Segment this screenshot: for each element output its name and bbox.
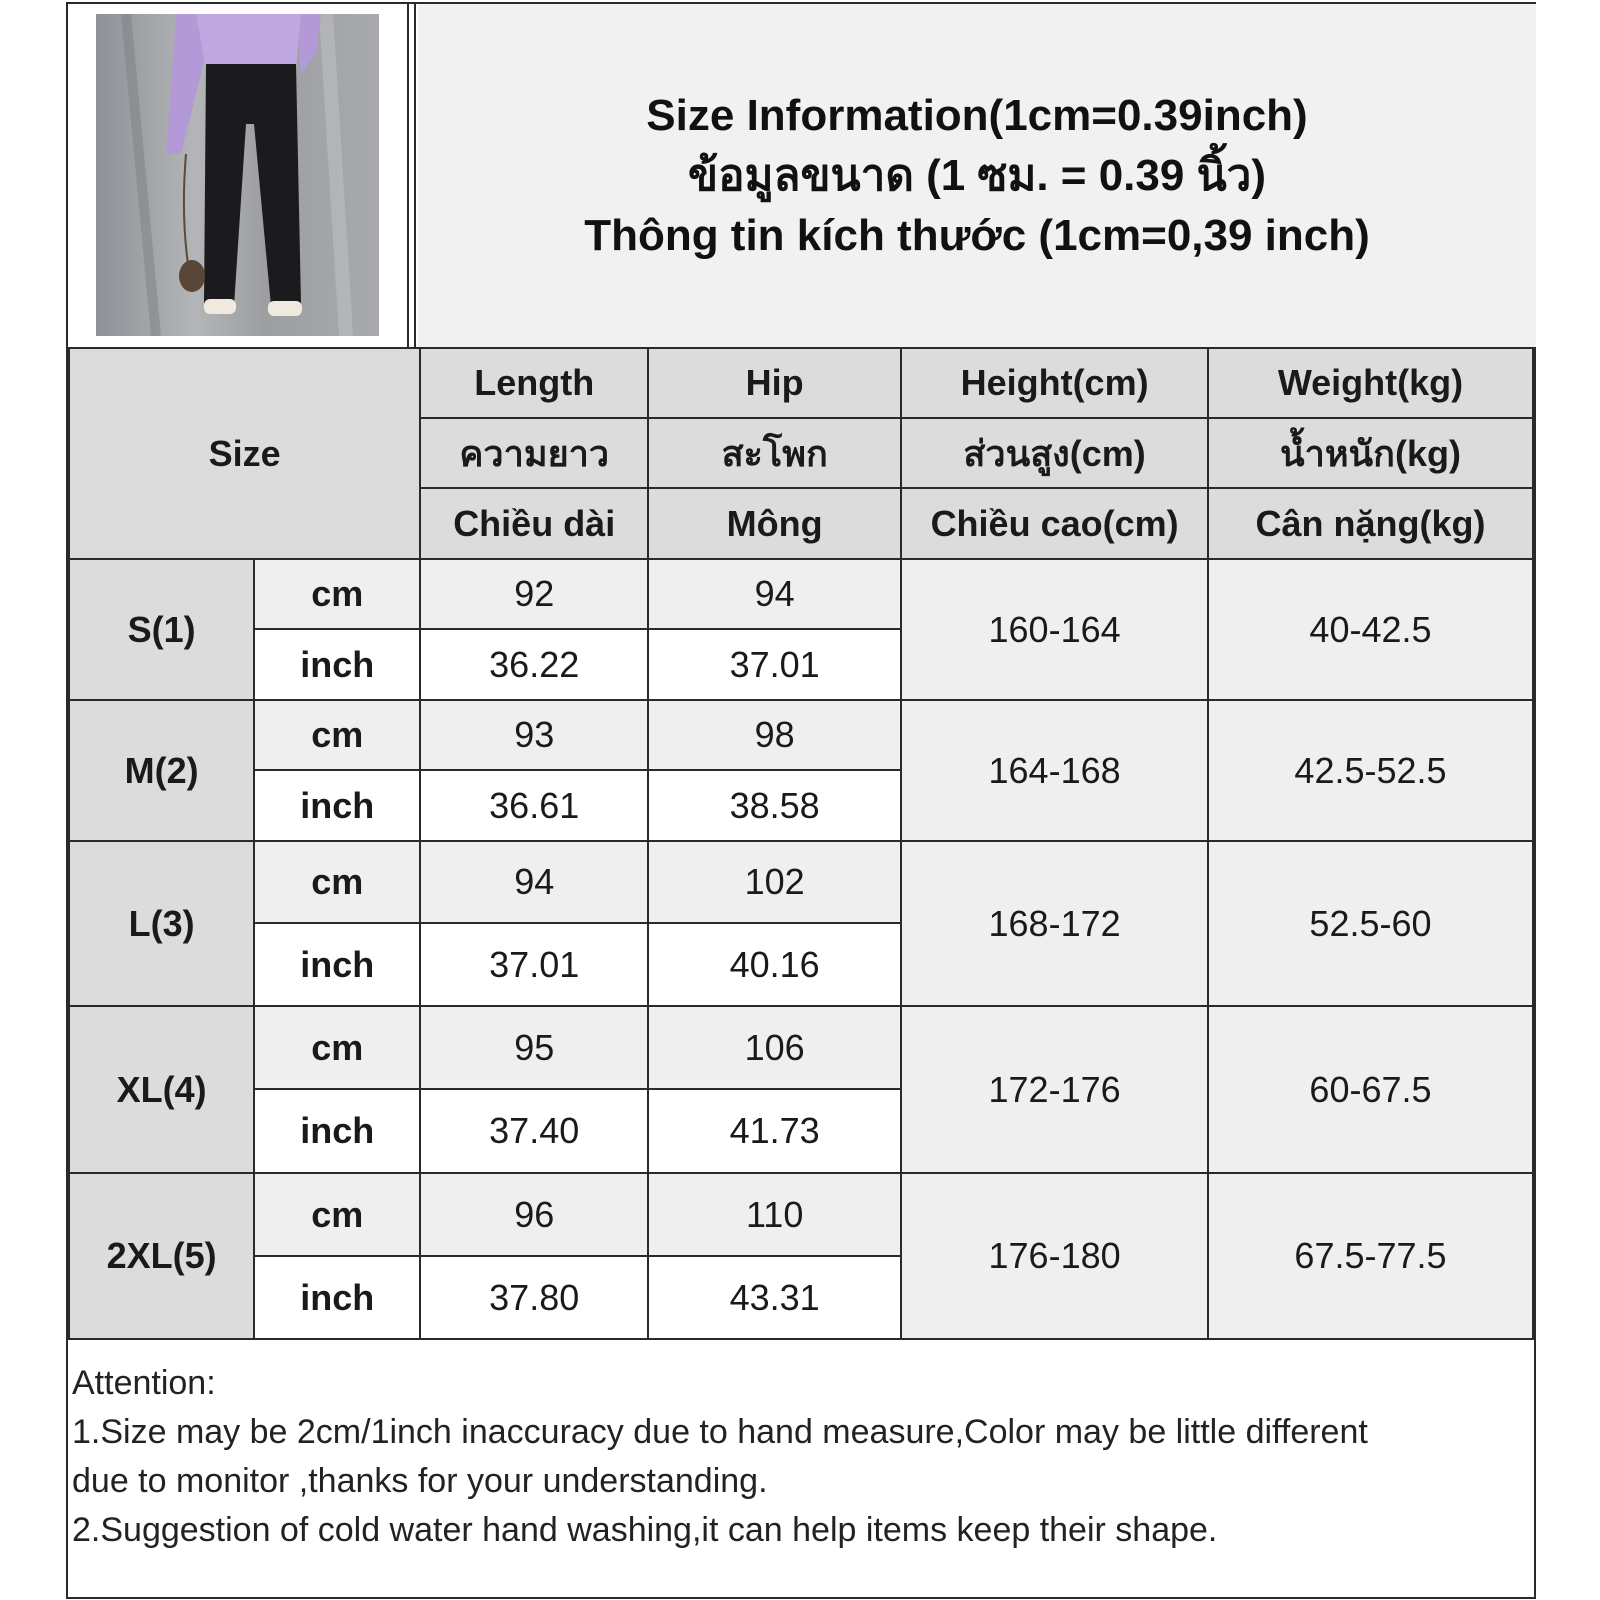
unit-inch: inch [254,923,420,1006]
header-weight-vi: Cân nặng(kg) [1208,488,1533,559]
header-hip-th: สะโพก [648,418,901,488]
length-cm: 95 [420,1006,648,1089]
length-inch: 37.01 [420,923,648,1006]
weight-range: 67.5-77.5 [1208,1173,1533,1339]
length-inch: 36.22 [420,629,648,700]
table-row [69,841,1533,923]
size-header: Size [69,348,420,559]
photo-divider [407,4,409,347]
title-thai: ข้อมูลขนาด (1 ซม. = 0.39 นิ้ว) [687,150,1266,200]
hip-inch: 41.73 [648,1089,901,1173]
header-height-th: ส่วนสูง(cm) [901,418,1208,488]
weight-range: 60-67.5 [1208,1006,1533,1173]
unit-cm: cm [254,700,420,770]
size-table [68,347,1534,1340]
header-length-th: ความยาว [420,418,648,488]
attention-notes [72,1359,1532,1555]
header-weight-th: น้ำหนัก(kg) [1208,418,1533,488]
header-height-en: Height(cm) [901,348,1208,418]
length-inch: 37.80 [420,1256,648,1339]
size-label: XL(4) [69,1006,254,1173]
header-height-vi: Chiều cao(cm) [901,488,1208,559]
hip-inch: 40.16 [648,923,901,1006]
unit-cm: cm [254,1173,420,1256]
header-length-vi: Chiều dài [420,488,648,559]
unit-inch: inch [254,1089,420,1173]
note-line-3: 2.Suggestion of cold water hand washing,it can help items keep their shape. [72,1511,1218,1549]
header-length-en: Length [420,348,648,418]
header-hip-vi: Mông [648,488,901,559]
length-inch: 37.40 [420,1089,648,1173]
size-label: L(3) [69,841,254,1006]
note-line-2: due to monitor ,thanks for your understanding. [72,1462,768,1500]
table-row [69,559,1533,629]
size-chart [66,2,1536,1599]
hip-inch: 37.01 [648,629,901,700]
unit-cm: cm [254,559,420,629]
unit-cm: cm [254,841,420,923]
table-row [69,1006,1533,1089]
unit-inch: inch [254,770,420,841]
length-inch: 36.61 [420,770,648,841]
title-vietnamese: Thông tin kích thước (1cm=0,39 inch) [584,210,1370,260]
size-label: M(2) [69,700,254,841]
length-cm: 96 [420,1173,648,1256]
height-range: 176-180 [901,1173,1208,1339]
size-information-title [418,4,1536,347]
title-english: Size Information(1cm=0.39inch) [646,90,1308,140]
table-row [69,1173,1533,1256]
height-range: 168-172 [901,841,1208,1006]
header-weight-en: Weight(kg) [1208,348,1533,418]
size-label: 2XL(5) [69,1173,254,1339]
height-range: 172-176 [901,1006,1208,1173]
header-hip-en: Hip [648,348,901,418]
length-cm: 92 [420,559,648,629]
notes-heading: Attention: [72,1364,216,1402]
height-range: 164-168 [901,700,1208,841]
unit-cm: cm [254,1006,420,1089]
weight-range: 40-42.5 [1208,559,1533,700]
photo-divider-inner [414,4,416,347]
product-photo [96,14,379,336]
hip-cm: 110 [648,1173,901,1256]
hip-cm: 94 [648,559,901,629]
weight-range: 42.5-52.5 [1208,700,1533,841]
weight-range: 52.5-60 [1208,841,1533,1006]
note-line-1: 1.Size may be 2cm/1inch inaccuracy due to hand measure,Color may be little different [72,1413,1368,1451]
unit-inch: inch [254,629,420,700]
hip-cm: 98 [648,700,901,770]
table-row [69,700,1533,770]
height-range: 160-164 [901,559,1208,700]
unit-inch: inch [254,1256,420,1339]
size-label: S(1) [69,559,254,700]
hip-cm: 102 [648,841,901,923]
hip-inch: 38.58 [648,770,901,841]
length-cm: 93 [420,700,648,770]
hip-cm: 106 [648,1006,901,1089]
length-cm: 94 [420,841,648,923]
hip-inch: 43.31 [648,1256,901,1339]
